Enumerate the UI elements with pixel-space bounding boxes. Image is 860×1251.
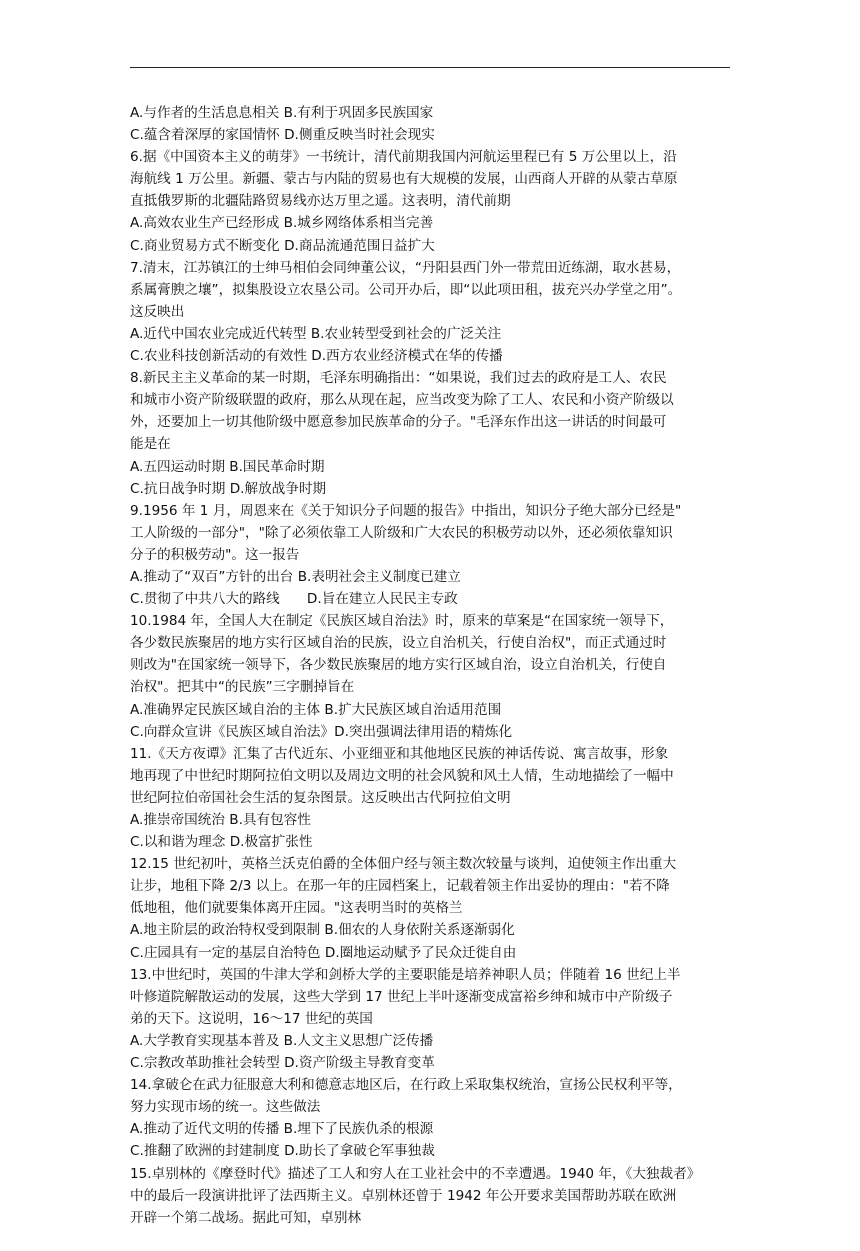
text-line: 7.清末，江苏镇江的士绅马相伯会同绅董公议，“丹阳县西门外一带荒田近练湖，取水甚易， [130, 259, 681, 276]
text-line: C.以和谐为理念 D.极富扩张性 [130, 834, 313, 851]
text-line: 14.拿破仑在武力征服意大利和德意志地区后，在行政上采取集权统治，宣扬公民权利平等， [130, 1077, 682, 1094]
text-line: 10.1984 年，全国人大在制定《民族区域自治法》时，原来的草案是“在国家统一领导下， [130, 613, 674, 630]
text-line: 这反映出 [130, 303, 185, 320]
text-line: 世纪阿拉伯帝国社会生活的复杂图景。这反映出古代阿拉伯文明 [130, 789, 511, 806]
text-line: 和城市小资产阶级联盟的政府，那么从现在起，应当改变为除了工人、农民和小资产阶级以 [130, 392, 674, 409]
text-line: C.宗教改革助推社会转型 D.资产阶级主导教育变革 [130, 1055, 435, 1072]
text-line: 则改为"在国家统一领导下，各少数民族聚居的地方实行区域自治，设立自治机关，行使自 [130, 657, 667, 674]
text-line: C.向群众宣讲《民族区域自治法》D.突出强调法律用语的精炼化 [130, 723, 513, 740]
text-line: 各少数民族聚居的地方实行区域自治的民族，设立自治机关，行使自治权"，而正式通过时 [130, 635, 667, 652]
text-line: A.推崇帝国统治 B.具有包容性 [130, 812, 311, 828]
text-line: 直抵俄罗斯的北疆陆路贸易线亦达万里之遥。这表明，清代前期 [130, 193, 511, 210]
text-line: A.与作者的生活息息相关 B.有利于巩固多民族国家 [130, 105, 434, 121]
text-line: 外，还要加上一切其他阶级中愿意参加民族革命的分子。"毛泽东作出这一讲话的时间最可 [130, 414, 667, 431]
text-line: C.贯彻了中共八大的路线 D.旨在建立人民民主专政 [130, 591, 458, 608]
text-line: 中的最后一段演讲批评了法西斯主义。卓别林还曾于 1942 年公开要求美国帮助苏联在欧洲 [130, 1187, 677, 1204]
text-line: A.高效农业生产已经形成 B.城乡网络体系相当完善 [130, 215, 434, 232]
text-line: 让步，地租下降 2/3 以上。在那一年的庄园档案上，记载着领主作出妥协的理由："若不降 [130, 878, 670, 895]
text-line: 8.新民主主义革命的某一时期，毛泽东明确指出：“如果说，我们过去的政府是工人、农民 [130, 370, 667, 387]
text-line: 15.卓别林的《摩登时代》描述了工人和穷人在工业社会中的不幸遭遇。1940 年，《大独裁者》 [130, 1165, 701, 1182]
text-line: C.农业科技创新活动的有效性 D.西方农业经济模式在华的传播 [130, 348, 503, 365]
text-line: 努力实现市场的统一。这些做法 [130, 1099, 321, 1116]
text-line: A.推动了“双百”方针的出台 B.表明社会主义制度已建立 [130, 568, 461, 585]
text-line: 工人阶级的一部分"，"除了必须依靠工人阶级和广大农民的积极劳动以外，还必须依靠知识 [130, 524, 673, 541]
text-line: 6.据《中国资本主义的萌芽》一书统计，清代前期我国内河航运里程已有 5 万公里以上，沿 [130, 149, 677, 166]
text-line: A.五四运动时期 B.国民革命时期 [130, 458, 325, 475]
text-line: 低地租，他们就要集体离开庄园。"这表明当时的英格兰 [130, 900, 463, 917]
text-line: A.大学教育实现基本普及 B.人文主义思想广泛传播 [130, 1032, 434, 1049]
header-rule [130, 67, 730, 68]
text-line: 叶修道院解散运动的发展，这些大学到 17 世纪上半叶逐渐变成富裕乡绅和城市中产阶级子 [130, 988, 673, 1005]
text-line: 弟的天下。这说明，16～17 世纪的英国 [130, 1010, 373, 1027]
text-line: 治权"。把其中“的民族”三字删掉旨在 [130, 679, 355, 696]
text-line: A.地主阶层的政治特权受到限制 B.佃农的人身依附关系逐渐弱化 [130, 922, 515, 939]
text-line: A.推动了近代文明的传播 B.埋下了民族仇杀的根源 [130, 1121, 434, 1138]
text-line: 开辟一个第二战场。据此可知，卓别林 [130, 1209, 362, 1226]
text-line: 能是在 [130, 436, 171, 453]
text-line: 12.15 世纪初叶，英格兰沃克伯爵的全体佃户经与领主数次较量与谈判，迫使领主作出重大 [130, 856, 677, 873]
text-line: C.推翻了欧洲的封建制度 D.助长了拿破仑军事独裁 [130, 1143, 435, 1160]
question-text [130, 102, 730, 1251]
text-line: 系属膏腴之壤”，拟集股设立农垦公司。公司开办后，即“以此项田租，拔充兴办学堂之用”。 [130, 281, 682, 298]
text-line: 13.中世纪时，英国的牛津大学和剑桥大学的主要职能是培养神职人员；伴随着 16 世纪上半 [130, 966, 681, 983]
text-line: A.准确界定民族区域自治的主体 B.扩大民族区域自治适用范围 [130, 701, 502, 718]
text-line: C.蕴含着深厚的家国情怀 D.侧重反映当时社会现实 [130, 127, 435, 144]
text-line: 分子的积极劳动"。这一报告 [130, 546, 300, 563]
text-line: 9.1956 年 1 月，周恩来在《关于知识分子问题的报告》中指出，知识分子绝大部分已经是" [130, 502, 682, 519]
text-line: 地再现了中世纪时期阿拉伯文明以及周边文明的社会风貌和风土人情，生动地描绘了一幅中 [130, 767, 674, 784]
text-line: 11.《天方夜谭》汇集了古代近东、小亚细亚和其他地区民族的神话传说、寓言故事，形象 [130, 745, 669, 762]
text-line: C.抗日战争时期 D.解放战争时期 [130, 480, 327, 497]
text-line: C.庄园具有一定的基层自治特色 D.圈地运动赋予了民众迁徙自由 [130, 944, 517, 961]
text-line: C.商业贸易方式不断变化 D.商品流通范围日益扩大 [130, 237, 435, 254]
text-line: A.近代中国农业完成近代转型 B.农业转型受到社会的广泛关注 [130, 325, 502, 342]
text-line: 海航线 1 万公里。新疆、蒙古与内陆的贸易也有大规模的发展，山西商人开辟的从蒙古草原 [130, 171, 678, 188]
text-line [130, 1229, 730, 1251]
